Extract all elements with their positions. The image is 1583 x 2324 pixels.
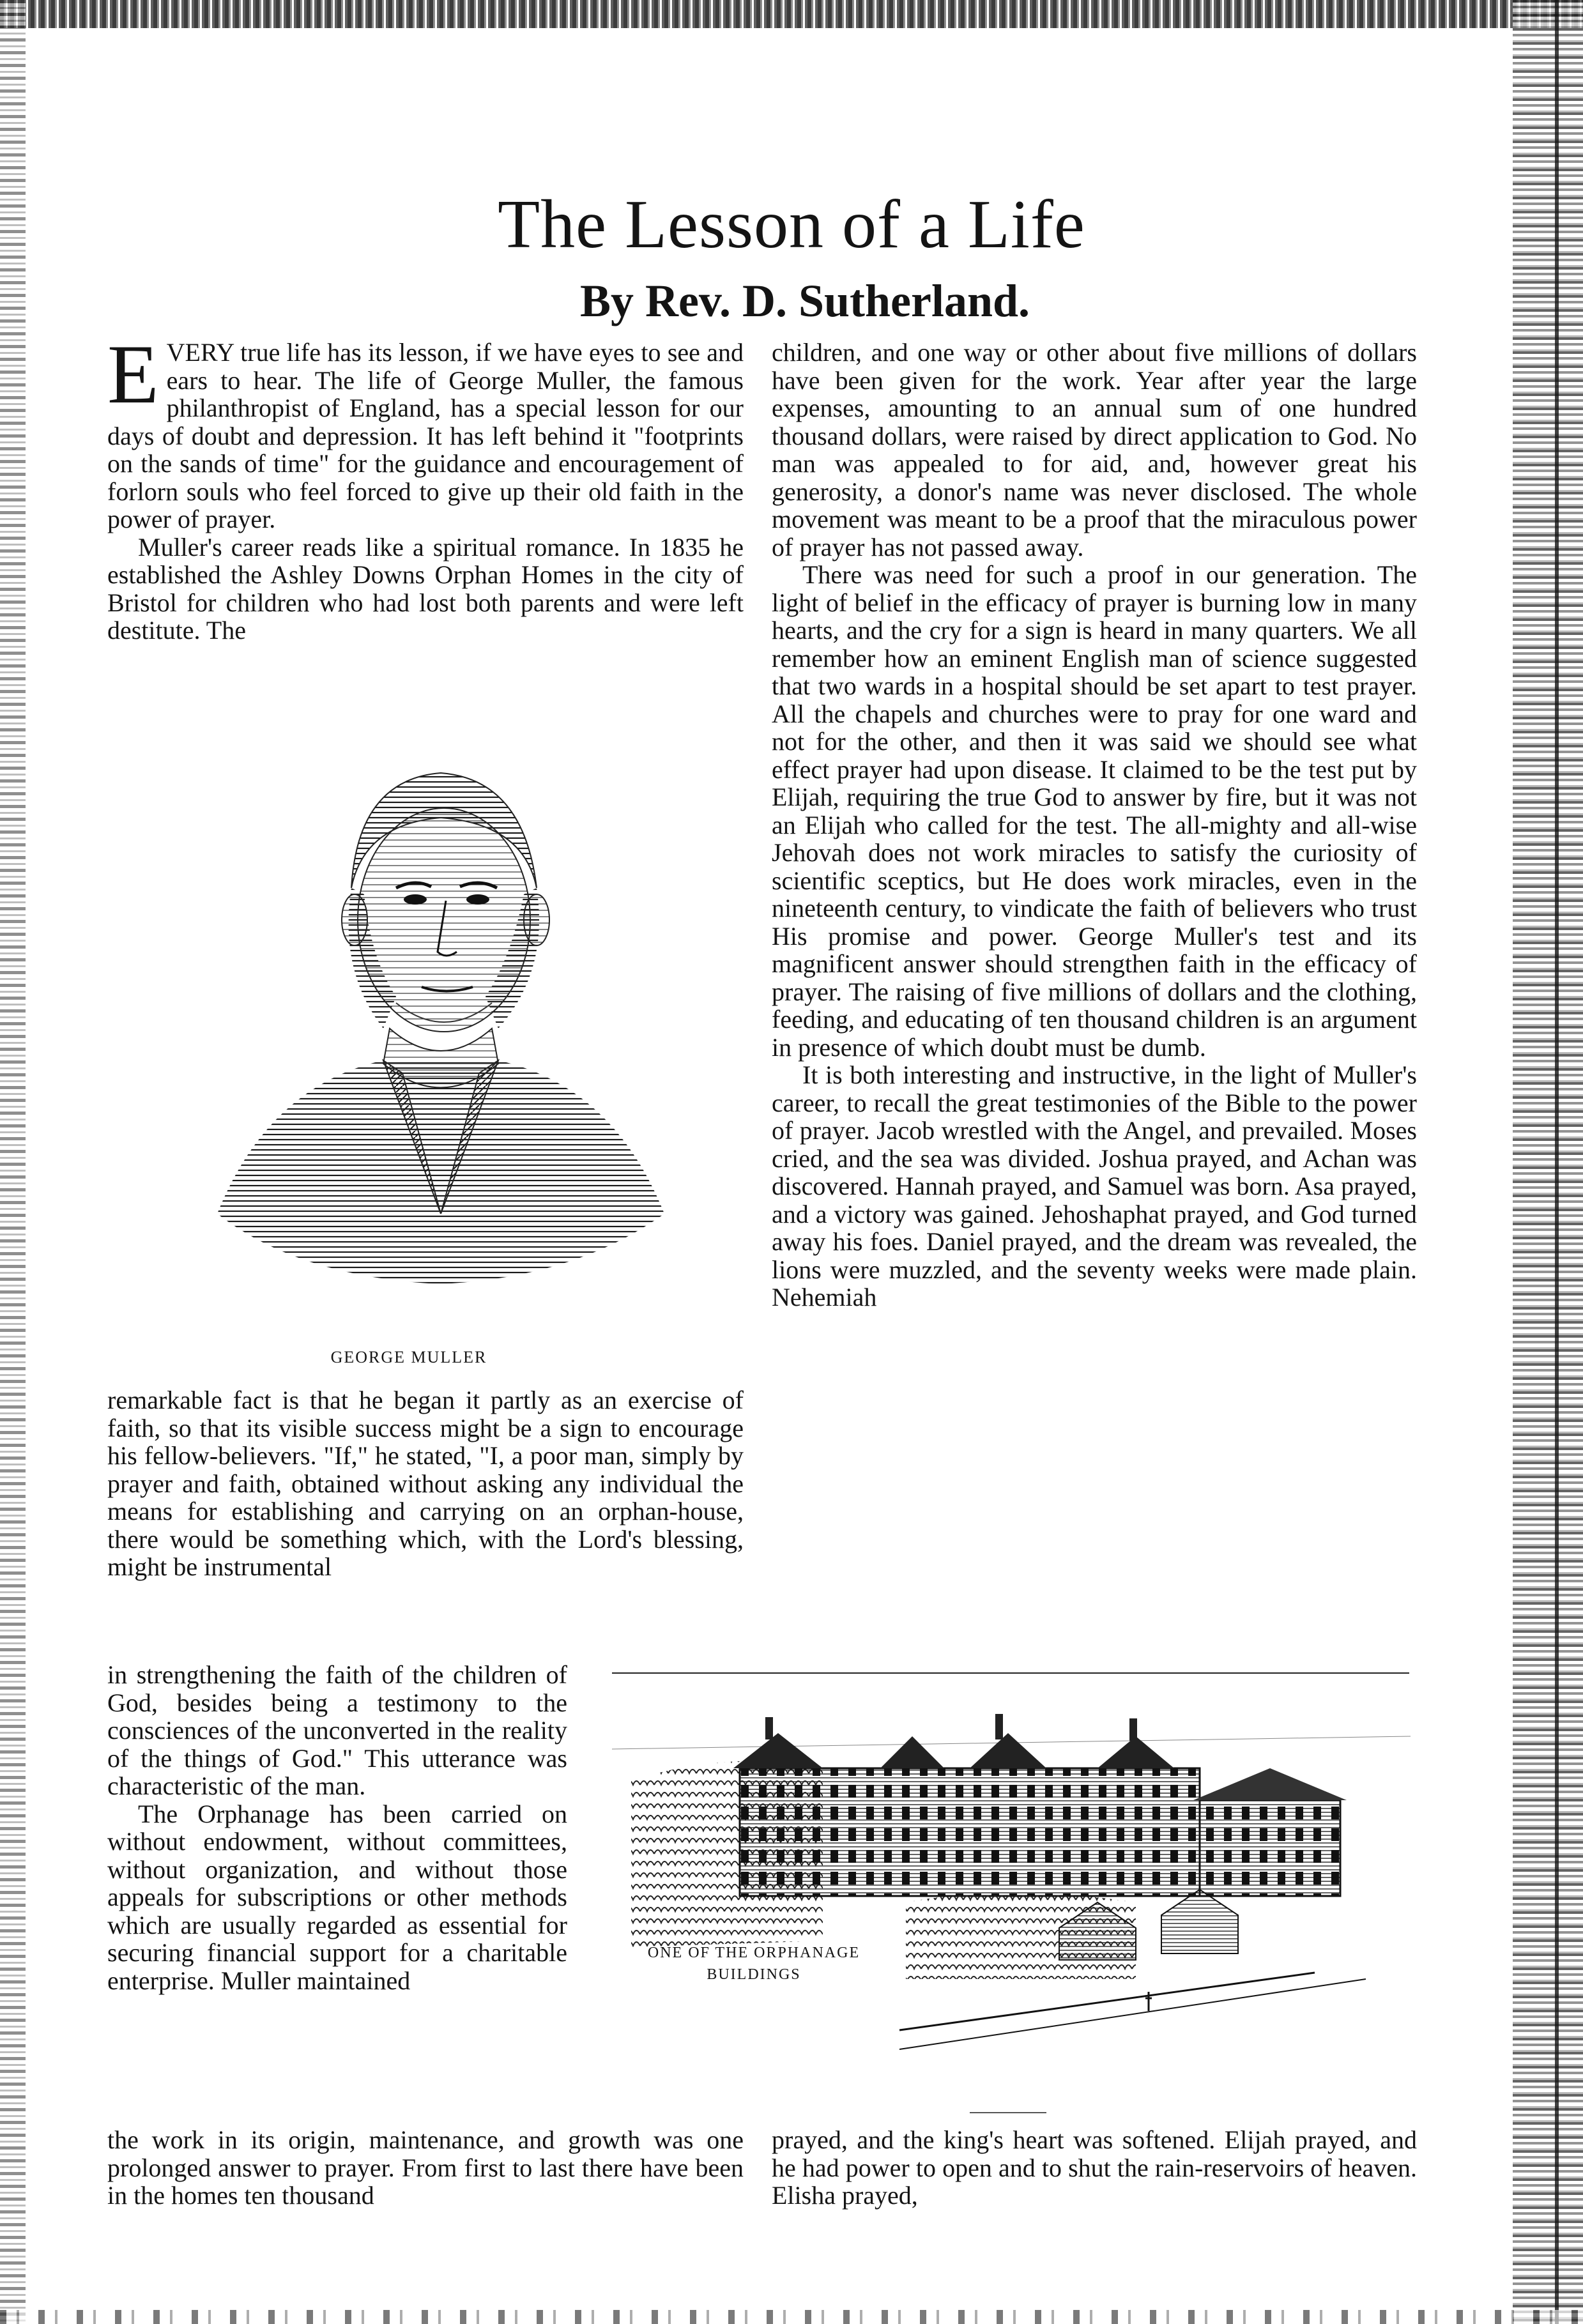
building-caption-line-2: BUILDINGS — [707, 1966, 801, 1983]
column-2-bottom — [772, 2126, 1417, 2210]
page-border-right-rule — [1555, 0, 1559, 2324]
paragraph: children, and one way or other about five millions of dollars have been given for the work. Year after year the large expenses, amounting to an annual sum of one hundred thousand dollars, were raised by direct application to God. No man was appealed to for aid, and, however great his generosity, a donor's name was never disclosed. The whole movement was meant to be a proof that the miraculous power of prayer has not passed away. — [772, 338, 1417, 562]
column-1-middle — [107, 1386, 744, 1581]
page-border-bottom — [0, 2310, 1583, 2324]
building-caption-line-1: ONE OF THE ORPHANAGE — [647, 1945, 860, 1961]
page-border-top — [0, 0, 1583, 28]
page-border-left — [0, 0, 26, 2324]
paragraph: the work in its origin, maintenance, and growth was one prolonged answer to prayer. From first to last there have been in the homes ten thousand — [107, 2125, 744, 2210]
article-title: The Lesson of a Life — [498, 187, 1085, 263]
orphanage-building-engraving — [612, 1672, 1411, 2113]
column-1-top — [107, 327, 744, 645]
paragraph: remarkable fact is that he began it partly as an exercise of faith, so that its visible success might be a sign to encourage his fellow-believers. "If," he stated, "I, a poor man, simply by prayer and faith, obtained without asking any individual the means for establishing and carrying on an orphan-house, there would be something which, with the Lord's blessing, might be instrumental — [107, 1386, 744, 1581]
paragraph-opening: EVERY true life has its lesson, if we have eyes to see and ears to hear. The life of George Muller, the famous philanthropist of England, has a special lesson for our days of doubt and depression. It has left behind it "footprints on the sands of time" for the guidance and encouragement of forlorn souls who feel forced to give up their old faith in the power of prayer. — [107, 327, 744, 533]
column-2-top — [772, 339, 1417, 1311]
building-caption — [620, 1942, 888, 1985]
paragraph: in strengthening the faith of the children of God, besides being a testimony to the consciences of the unconverted in the reality of the things of God." This utterance was characteristic of the man. — [107, 1660, 567, 1800]
drop-cap: E — [107, 327, 159, 421]
paragraph: It is both interesting and instructive, in the light of Muller's career, to recall the great testimonies of the Bible to the power of prayer. Jacob wrestled with the Angel, and prevailed. Moses cried, and the sea was divided. Joshua prayed, and Achan was discovered. Hannah prayed, and Samuel was born. Asa prayed, and a victory was gained. Jehoshaphat prayed, and God turned away his foes. Daniel prayed, and the dream was revealed, the lions were muzzled, and the seventy weeks were made plain. Nehemiah — [772, 1060, 1417, 1311]
paragraph: Muller's career reads like a spiritual romance. In 1835 he established the Ashley Downs Orphan Homes in the city of Bristol for children who had lost both parents and were left destitute. The — [107, 532, 744, 645]
portrait-engraving — [192, 728, 690, 1290]
page-border-right — [1513, 0, 1583, 2324]
paragraph: The Orphanage has been carried on without endowment, without committees, without organization, and without those appeals for subscriptions or other methods which are usually regarded as essential for securing financial support for a charitable enterprise. Muller maintained — [107, 1799, 567, 1995]
paragraph: prayed, and the king's heart was softened. Elijah prayed, and he had power to open and to shut the rain-reservoirs of heaven. Elisha prayed, — [772, 2125, 1417, 2210]
article-byline: By Rev. D. Sutherland. — [579, 275, 1030, 326]
column-1-bottom — [107, 2126, 744, 2210]
paragraph: There was need for such a proof in our generation. The light of belief in the efficacy of prayer is burning low in many hearts, and the cry for a sign is heard in many quarters. We all remember how an eminent English man of science suggested that two wards in a hospital should be set apart to test prayer. All the chapels and churches were to pray for one ward and not for the other, and then it was said we should see what effect prayer had upon disease. It claimed to be the test put by Elijah, requiring the true God to answer by fire, but it was not an Elijah who called for the test. The all-mighty and all-wise Jehovah does not work miracles to satisfy the curiosity of scientific sceptics, but He does work miracles, even in the nineteenth century, to vindicate the faith of believers who trust His promise and power. George Muller's test and its magnificent answer should strengthen faith in the efficacy of prayer. The raising of five millions of dollars and the clothing, feeding, and educating of ten thousand children is an argument in presence of which doubt must be dumb. — [772, 560, 1417, 1062]
portrait-caption: GEORGE MULLER — [330, 1348, 487, 1366]
column-1-narrow — [107, 1661, 567, 1994]
